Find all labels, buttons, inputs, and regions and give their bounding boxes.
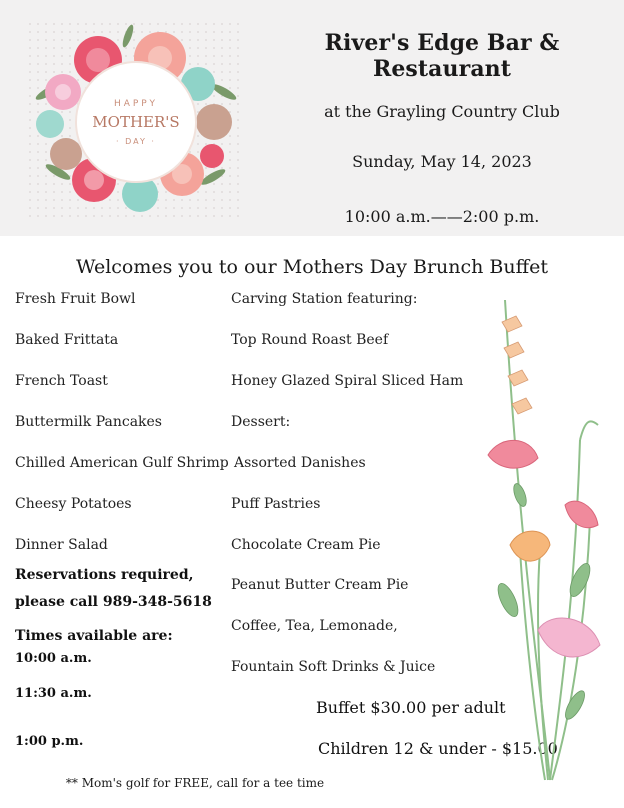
menu-item: Top Round Roast Beef xyxy=(231,332,389,348)
menu-item: Fresh Fruit Bowl xyxy=(15,291,136,307)
golf-footnote: ** Mom's golf for FREE, call for a tee time xyxy=(65,776,325,790)
welcome-heading: Welcomes you to our Mothers Day Brunch Buffet xyxy=(75,256,549,278)
time-slot: 11:30 a.m. xyxy=(15,686,92,701)
badge-line1: HAPPY xyxy=(113,99,159,109)
reservations-phone: please call 989-348-5618 xyxy=(15,594,212,610)
restaurant-title: River's Edge Bar & Restaurant xyxy=(324,30,560,82)
mothers-day-wreath-icon xyxy=(28,22,243,217)
menu-item: Fountain Soft Drinks & Juice xyxy=(231,659,436,675)
wildflowers-illustration-icon xyxy=(480,300,620,790)
menu-item: Cheesy Potatoes xyxy=(15,496,132,512)
menu-item: Baked Frittata xyxy=(15,332,119,348)
menu-item: Puff Pastries xyxy=(231,496,321,512)
badge-line3: · DAY · xyxy=(116,137,156,146)
menu-item: Dessert: xyxy=(231,414,291,430)
menu-item: Chilled American Gulf Shrimp xyxy=(15,455,229,471)
badge-line2: MOTHER'S xyxy=(92,113,180,131)
menu-item: Honey Glazed Spiral Sliced Ham xyxy=(231,373,464,389)
menu-item: Coffee, Tea, Lemonade, xyxy=(231,618,398,634)
adult-price: Buffet $30.00 per adult xyxy=(316,698,506,717)
event-date: Sunday, May 14, 2023 xyxy=(352,152,532,171)
event-hours: 10:00 a.m.——2:00 p.m. xyxy=(344,207,540,226)
menu-item: Dinner Salad xyxy=(15,537,108,553)
menu-item: Peanut Butter Cream Pie xyxy=(231,577,409,593)
menu-item: Buttermilk Pancakes xyxy=(15,414,162,430)
menu-item: Assorted Danishes xyxy=(234,455,366,471)
menu-item: Carving Station featuring: xyxy=(231,291,418,307)
menu-item: Chocolate Cream Pie xyxy=(231,537,381,553)
time-slot: 1:00 p.m. xyxy=(15,734,84,749)
venue-line: at the Grayling Country Club xyxy=(324,102,560,121)
times-heading: Times available are: xyxy=(15,628,173,644)
children-price: Children 12 & under - $15.00 xyxy=(318,739,558,758)
time-slot: 10:00 a.m. xyxy=(15,651,92,666)
reservations-line1: Reservations required, xyxy=(15,567,194,583)
menu-item: French Toast xyxy=(15,373,108,389)
